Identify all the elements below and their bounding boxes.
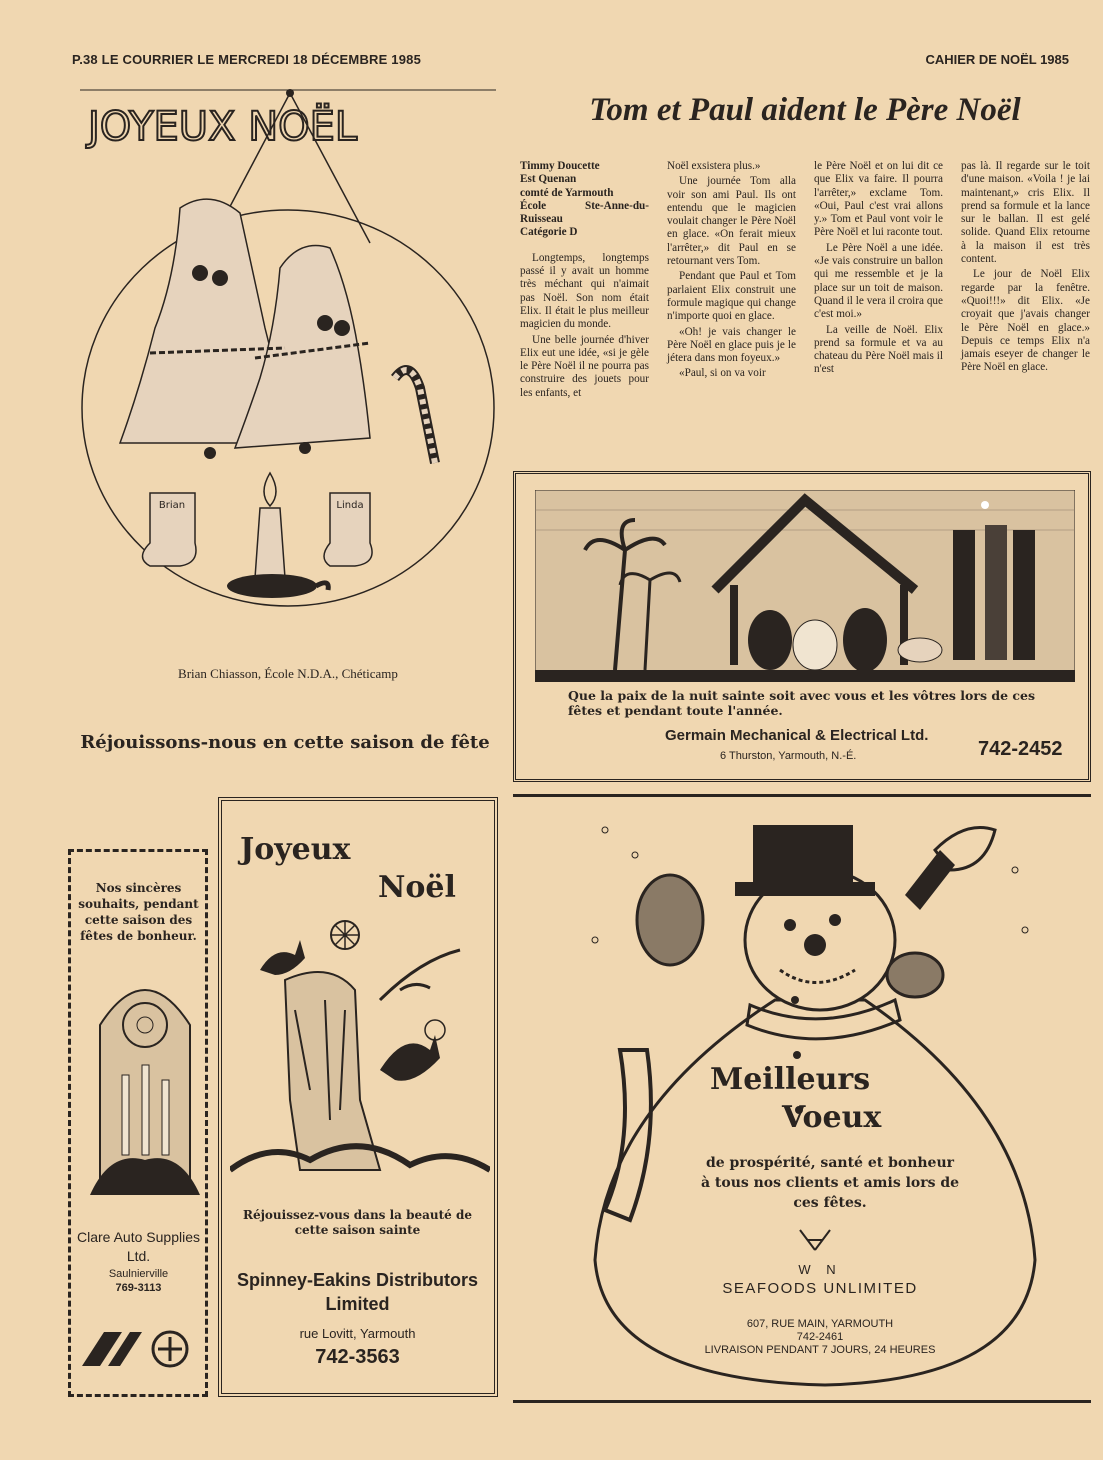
article-column-4 (961, 160, 1090, 377)
germain-message: Que la paix de la nuit sainte soit avec vous et les vôtres lors de ces fêtes et pendant toute l'année. (568, 688, 1036, 718)
article-column-3 (814, 160, 943, 379)
clare-logo-icon (82, 1326, 197, 1372)
clare-company-name: Clare Auto Supplies Ltd. (77, 1229, 200, 1264)
article-paragraph: Pendant que Paul et Tom parlaient Elix construit une formule magique qui change n'importe quoi en glace. (667, 270, 796, 323)
article-paragraph: Longtemps, longtemps passé il y avait un homme très méchant qui n'aimait pas Noël. Son nom était Elix. Il était le plus meilleur magicien du monde. (520, 251, 649, 331)
article-paragraph: Une belle journée d'hiver Elix eut une idée, «si je gèle le Père Noël il ne pourra pas construire des jouets pour les enfants, et (520, 333, 649, 399)
drawing-caption: Brian Chiasson, École N.D.A., Chéticamp (178, 666, 398, 681)
article-paragraph: Une journée Tom alla voir son ami Paul. Ils ont entendu que le magicien voulait changer le Père Noël en glace. «On ferait mieux l'arrêter,» dit Paul en se retournant vers Tom. (667, 175, 796, 268)
spinney-address: rue Lovitt, Yarmouth (299, 1326, 416, 1341)
germain-phone: 742-2452 (978, 738, 1063, 760)
wn-title-meilleurs: Meilleurs (710, 1062, 871, 1097)
germain-company-name: Germain Mechanical & Electrical Ltd. (665, 727, 929, 744)
article-paragraph: Le jour de Noël Elix regarde par la fenêtre. «Quoi!!!» dit Elix. «Je croyait que j'avais changer le Père Noël en glace.» Depuis ce temps Elix n'a jamais eseyer de changer le Père Noël en glace. (961, 268, 1090, 374)
article-paragraph: le Père Noël et on lui dit ce que Elix va faire. Il pourra l'arrêter,» exclame Tom. «Oui, Paul c'est vrai allons y.» Tom et Paul vont voir le Père Noël et lui raconte tout. (814, 160, 943, 239)
clare-message: Nos sincères souhaits, pendant cette saison des fêtes de bonheur. (78, 881, 199, 943)
joyeux-noel-drawing (80, 88, 496, 644)
nativity-scene-illustration (535, 490, 1075, 682)
rejouissons-heading: Réjouissons-nous en cette saison de fête (80, 732, 490, 753)
article-paragraph: «Oh! je vais changer le Père Noël en glace puis je le jétera dans mon foyeux.» (667, 325, 796, 365)
wn-phone: 742-2461 (796, 1331, 844, 1343)
stocking-right-label: Linda (336, 500, 364, 511)
church-window-candles-illustration (90, 965, 200, 1195)
article-paragraph: pas là. Il regarde sur le toit d'une maison. «Voila ! je lai maintenant,» cris Elix. Il prend sa formule et la lance sur le ballan. Il est gelé solide. Quand Elix retourne à la maison il est très content. (961, 160, 1090, 266)
spinney-title-noel: Noël (378, 870, 456, 905)
article-paragraph: La veille de Noël. Elix prend sa formule et va au chateau du Père Noël mais il n'est (814, 323, 943, 376)
spinney-title-joyeux: Joyeux (240, 832, 351, 867)
wn-title-voeux: Voeux (782, 1100, 882, 1135)
article-paragraph: Le Père Noël a une idée. «Je vais construire un ballon qui me ressemble et je la place sur un toit de maison. Quand il le vera il croira que c'est moi.» (814, 241, 943, 321)
clare-location: Saulnierville (108, 1268, 169, 1280)
cardinals-stump-illustration (230, 900, 490, 1190)
spinney-message: Réjouissez-vous dans la beauté de cette saison sainte (242, 1208, 473, 1237)
article-column-1 (520, 160, 649, 402)
page-header-left: P.38 LE COURRIER LE MERCREDI 18 DÉCEMBRE 1985 (72, 52, 422, 67)
divider-rule-bottom (513, 1400, 1091, 1403)
article-title: Tom et Paul aident le Père Noël (589, 92, 1021, 128)
germain-address: 6 Thurston, Yarmouth, N.-É. (720, 750, 857, 762)
article-paragraph: «Paul, si on va voir (679, 367, 766, 380)
wn-delivery: LIVRAISON PENDANT 7 JOURS, 24 HEURES (704, 1344, 936, 1356)
page-header-right: CAHIER DE NOËL 1985 (925, 52, 1069, 67)
wn-company-name: SEAFOODS UNLIMITED (722, 1280, 918, 1297)
drawing-title: JOYEUX NOËL (88, 104, 358, 150)
wn-contact (690, 1318, 950, 1357)
article-column-2 (667, 160, 796, 383)
wn-address: 607, RUE MAIN, YARMOUTH (746, 1318, 894, 1330)
spinney-phone: 742-3563 (315, 1346, 400, 1368)
article-paragraph: Noël exsistera plus.» (667, 160, 761, 172)
article-body (520, 160, 1090, 460)
article-byline: Timmy Doucette Est Quenan comté de Yarmouth École Ste-Anne-du-Ruisseau Catégorie D (520, 160, 649, 239)
spinney-company-name: Spinney-Eakins Distributors Limited (236, 1270, 479, 1314)
stocking-left-label: Brian (158, 500, 186, 511)
wn-logo: W N (798, 1262, 842, 1277)
clare-phone: 769-3113 (115, 1282, 162, 1294)
divider-rule (513, 794, 1091, 797)
wn-message: de prospérité, santé et bonheur à tous nos clients et amis lors de ces fêtes. (700, 1155, 960, 1211)
